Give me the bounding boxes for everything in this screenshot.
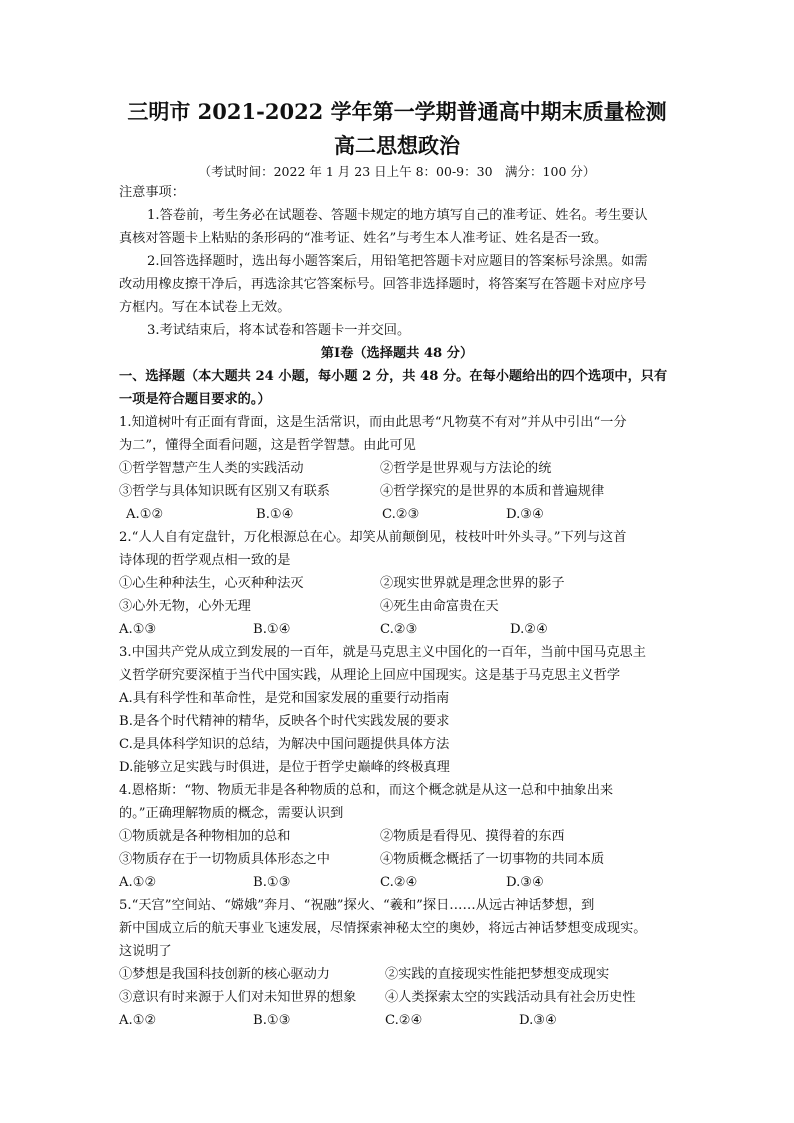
q3-option-b: B.是各个时代精神的精华，反映各个时代实践发展的要求 — [119, 714, 450, 729]
q1-statement-3: ③哲学与具体知识既有区别又有联系 — [119, 484, 330, 499]
section-instruction-line1: 一、选择题（本大题共 24 小题，每小题 2 分，共 48 分。在每小题给出的四个选项中，只有 — [119, 369, 668, 384]
notice-item1-line1: 1.答卷前，考生务必在试题卷、答题卡规定的地方填写自己的准考证、姓名。考生要认 — [147, 208, 648, 223]
q3-option-a: A.具有科学性和革命性，是党和国家发展的重要行动指南 — [119, 691, 450, 706]
q5-statement-2: ②实践的直接现实性能把梦想变成现实 — [385, 967, 610, 982]
q5-option-b: B.①③ — [253, 1013, 291, 1028]
q5-option-a: A.①② — [119, 1013, 157, 1028]
q1-statement-1: ①哲学智慧产生人类的实践活动 — [119, 461, 304, 476]
q4-statement-1: ①物质就是各种物相加的总和 — [119, 829, 291, 844]
notice-item2-line1: 2.回答选择题时，选出每小题答案后，用铅笔把答题卡对应题目的答案标号涂黑。如需 — [147, 254, 648, 269]
exam-title: 三明市 2021-2022 学年第一学期普通高中期末质量检测 — [127, 99, 667, 124]
q5-stem-line2: 新中国成立后的航天事业飞速发展，尽情探索神秘太空的奥妙，将远古神话梦想变成现实。 — [119, 921, 647, 936]
section-instruction-line2: 一项是符合题目要求的。） — [119, 392, 271, 407]
q1-stem-line1: 1.知道树叶有正面有背面，这是生活常识，而由此思考“凡物莫不有对”并从中引出“一分 — [119, 415, 627, 430]
q3-stem-line1: 3.中国共产党从成立到发展的一百年，就是马克思主义中国化的一百年，当前中国马克思主 — [119, 645, 646, 660]
q4-statement-2: ②物质是看得见、摸得着的东西 — [380, 829, 565, 844]
q5-option-c: C.②④ — [385, 1013, 423, 1028]
q1-option-a: A.①② — [126, 507, 164, 522]
exam-info: （考试时间：2022 年 1 月 23 日上午 8：00-9：30 满分：100 分） — [198, 164, 596, 179]
q1-option-c: C.②③ — [382, 507, 420, 522]
q5-statement-3: ③意识有时来源于人们对未知世界的想象 — [119, 990, 357, 1005]
q1-statement-2: ②哲学是世界观与方法论的统 — [380, 461, 552, 476]
q2-stem-line2: 诗体现的哲学观点相一致的是 — [119, 553, 291, 568]
q2-statement-2: ②现实世界就是理念世界的影子 — [380, 576, 565, 591]
q5-stem-line3: 这说明了 — [119, 944, 172, 959]
q2-statement-1: ①心生种种法生，心灭种种法灭 — [119, 576, 304, 591]
q4-option-d: D.③④ — [506, 875, 544, 890]
q3-option-d: D.能够立足实践与时俱进，是位于哲学史巅峰的终极真理 — [119, 760, 450, 775]
notice-item2-line3: 方框内。写在本试卷上无效。 — [119, 300, 291, 315]
exam-subject: 高二思想政治 — [334, 133, 460, 158]
q2-option-c: C.②③ — [380, 622, 418, 637]
notice-heading: 注意事项： — [119, 185, 185, 200]
q4-stem-line1: 4.恩格斯：“物、物质无非是各种物质的总和，而这个概念就是从这一总和中抽象出来 — [119, 783, 614, 798]
q5-statement-1: ①梦想是我国科技创新的核心驱动力 — [119, 967, 330, 982]
q4-statement-4: ④物质概念概括了一切事物的共同本质 — [380, 852, 605, 867]
q4-statement-3: ③物质存在于一切物质具体形态之中 — [119, 852, 330, 867]
q3-option-c: C.是具体科学知识的总结，为解决中国问题提供具体方法 — [119, 737, 450, 752]
q3-stem-line2: 义哲学研究要深植于当代中国实践，从理论上回应中国现实。这是基于马克思主义哲学 — [119, 668, 621, 683]
q2-statement-3: ③心外无物，心外无理 — [119, 599, 251, 614]
q2-stem-line1: 2.“人人自有定盘针，万化根源总在心。却笑从前颠倒见，枝枝叶叶外头寻。”下列与这首 — [119, 530, 627, 545]
q2-option-a: A.①③ — [119, 622, 157, 637]
q1-option-d: D.③④ — [506, 507, 544, 522]
q4-option-c: C.②④ — [380, 875, 418, 890]
q1-option-b: B.①④ — [256, 507, 294, 522]
q4-option-a: A.①② — [119, 875, 157, 890]
q4-stem-line2: 的。”正确理解物质的概念，需要认识到 — [119, 806, 344, 821]
q2-option-b: B.①④ — [253, 622, 291, 637]
notice-item2-line2: 改动用橡皮擦干净后，再选涂其它答案标号。回答非选择题时，将答案写在答题卡对应序号 — [119, 277, 647, 292]
section-title: 第Ⅰ卷（选择题共 48 分） — [320, 346, 474, 361]
q4-option-b: B.①③ — [253, 875, 291, 890]
notice-item1-line2: 真核对答题卡上粘贴的条形码的“准考证、姓名”与考生本人准考证、姓名是否一致。 — [119, 231, 608, 246]
q5-statement-4: ④人类探索太空的实践活动具有社会历史性 — [385, 990, 636, 1005]
notice-item3: 3.考试结束后，将本试卷和答题卡一并交回。 — [147, 323, 411, 338]
q5-stem-line1: 5.“天宫”空间站、“嫦娥”奔月、“祝融”探火、“羲和”探日……从远古神话梦想，到 — [119, 898, 595, 913]
q2-option-d: D.②④ — [510, 622, 548, 637]
q1-statement-4: ④哲学探究的是世界的本质和普遍规律 — [380, 484, 605, 499]
q1-stem-line2: 为二”，懂得全面看问题，这是哲学智慧。由此可见 — [119, 438, 416, 453]
q2-statement-4: ④死生由命富贵在天 — [380, 599, 499, 614]
q5-option-d: D.③④ — [519, 1013, 557, 1028]
